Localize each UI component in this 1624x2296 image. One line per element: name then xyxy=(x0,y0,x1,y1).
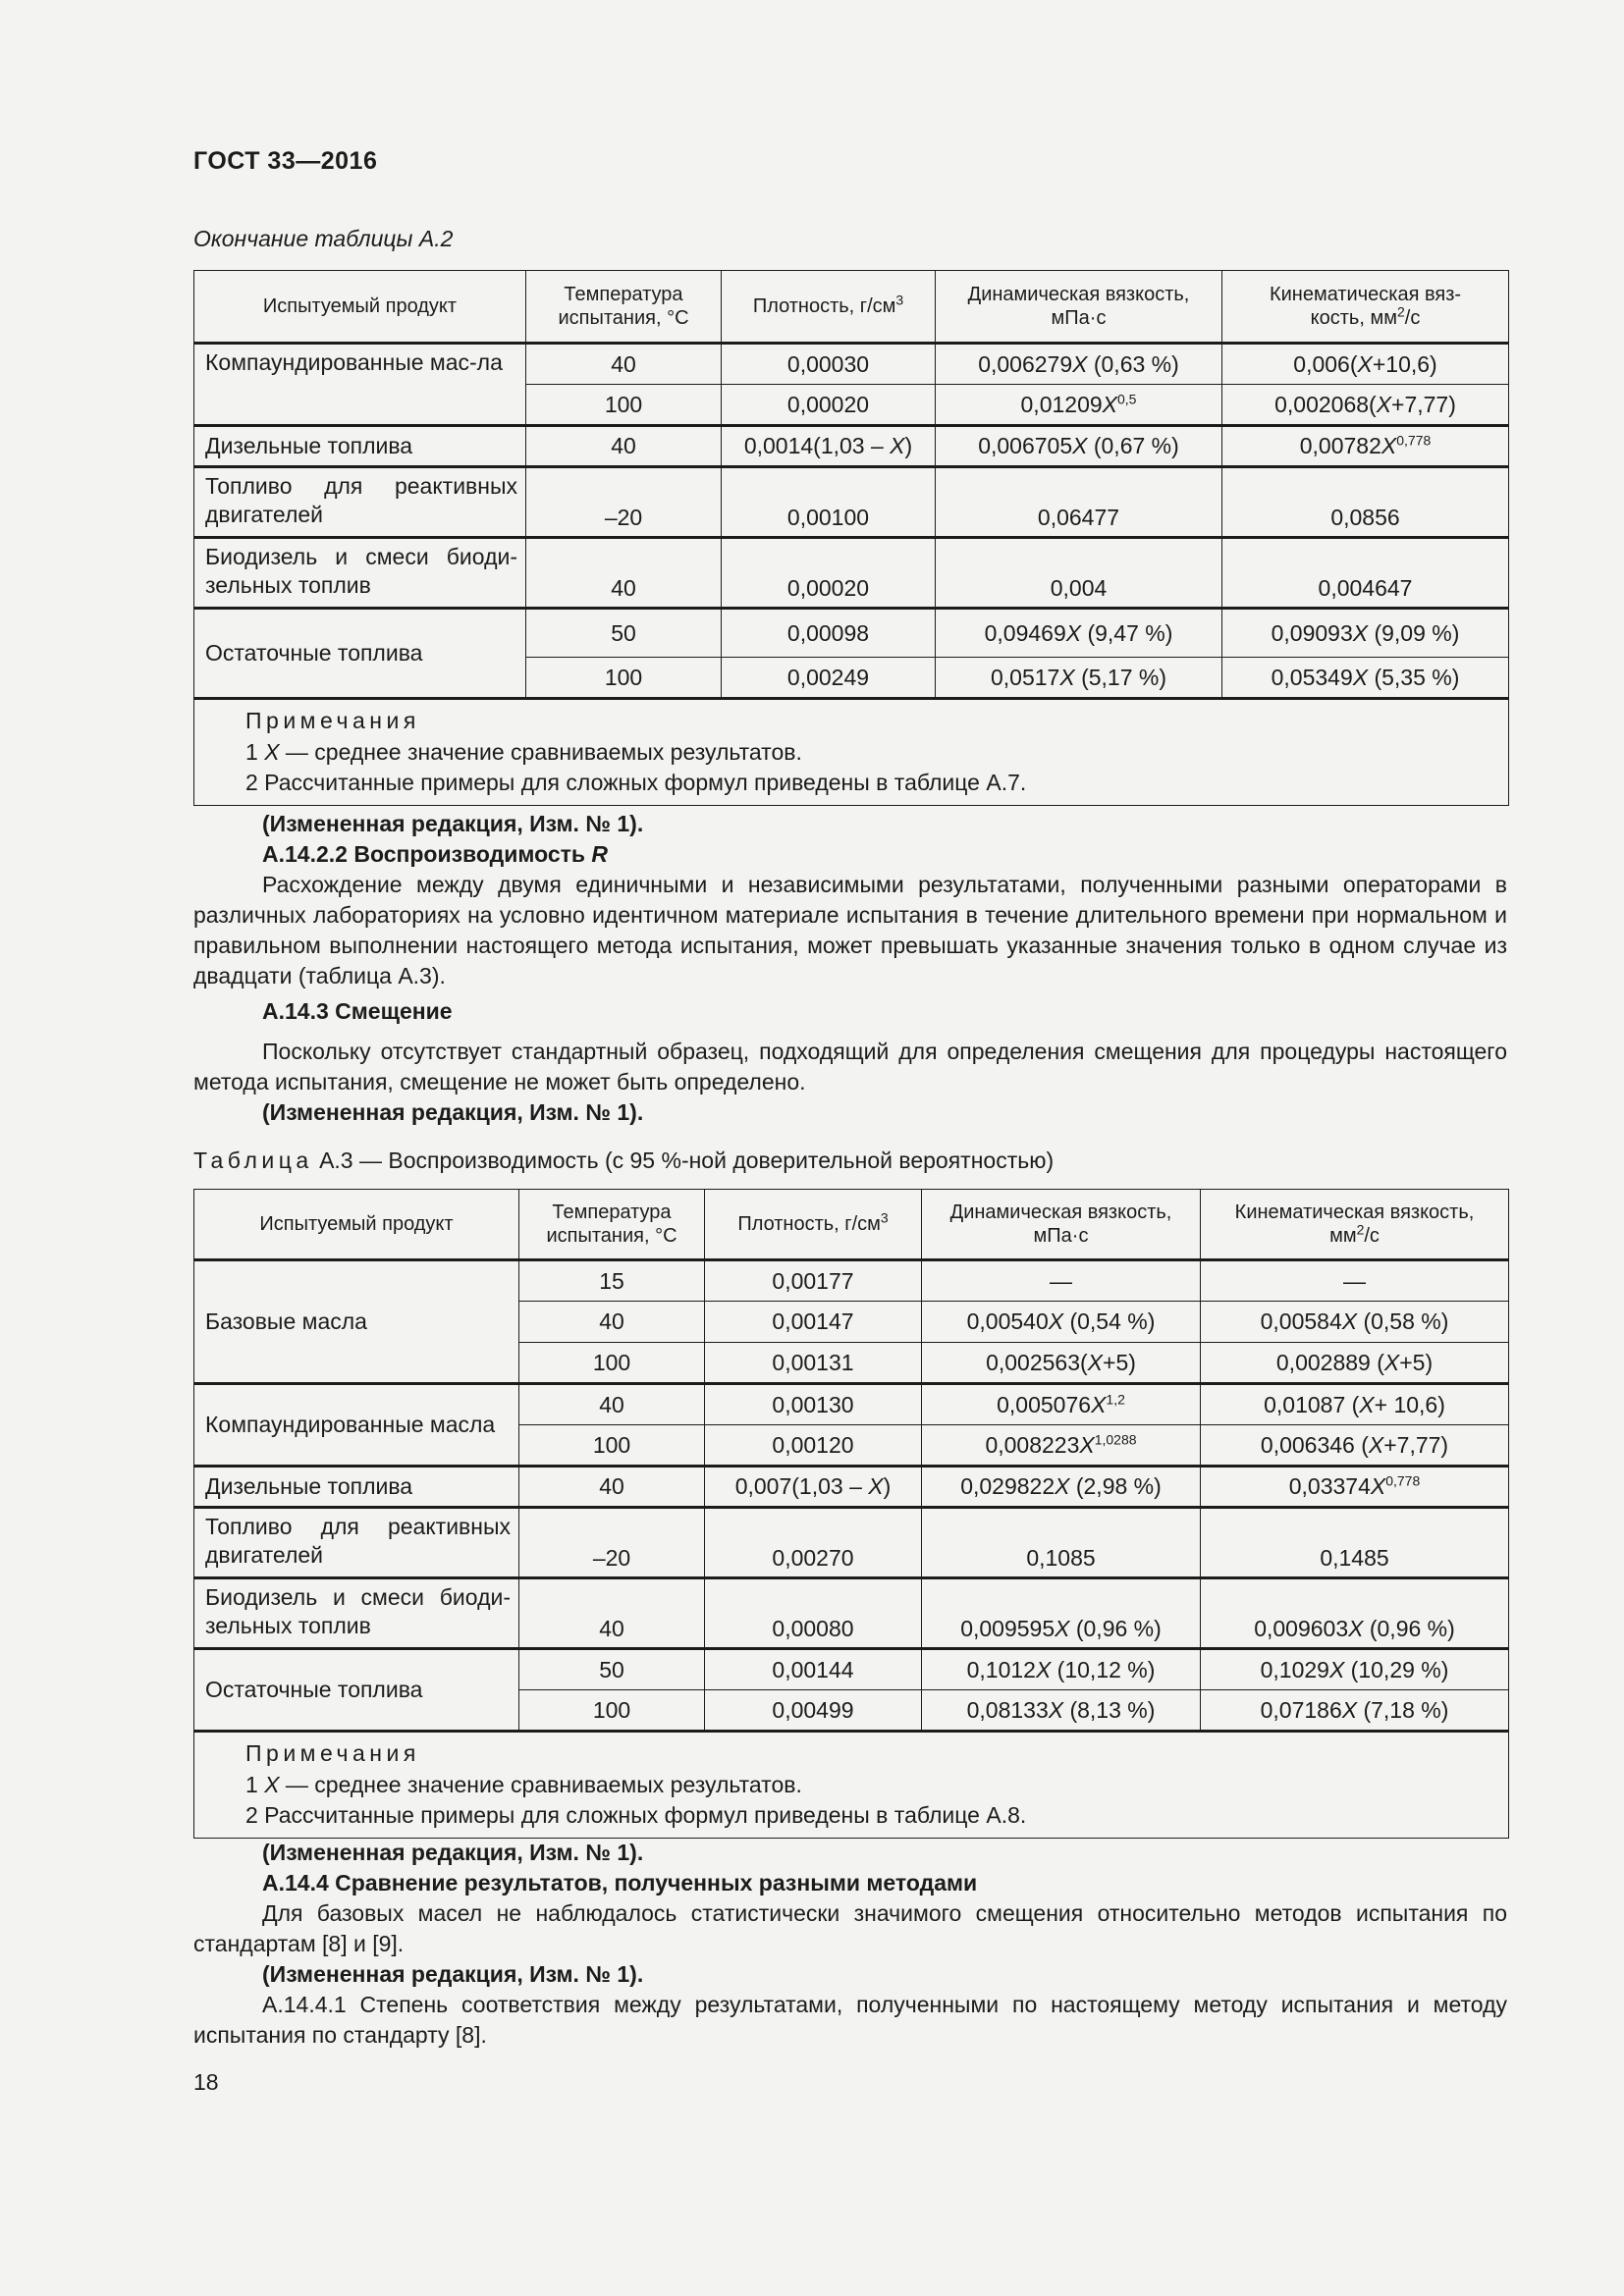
cell-kinematic-viscosity: 0,0856 xyxy=(1222,467,1509,538)
cell-dynamic-viscosity: 0,00540X (0,54 %) xyxy=(922,1302,1201,1343)
table-row xyxy=(194,1578,1509,1649)
table-a2-caption: Окончание таблицы А.2 xyxy=(193,226,454,251)
paragraph: Расхождение между двумя единичными и независимыми результатами, полученными разными операторами в различных лабораториях на условно идентичном материале испытания в течение длительного времени при нормальном и правильном выполнении настоящего метода испытания, может превышать указанные значения только в одном случае из двадцати (таблица А.3). xyxy=(193,872,1507,988)
cell-density: 0,00130 xyxy=(705,1384,922,1425)
cell-density: 0,00020 xyxy=(722,385,936,426)
table-row xyxy=(194,1508,1509,1578)
table-row xyxy=(194,1649,1509,1690)
paragraph: Поскольку отсутствует стандартный образец, подходящий для определения смещения для процедуры настоящего метода испытания, смещение не может быть определено. xyxy=(193,1039,1507,1095)
cell-kinematic-viscosity: — xyxy=(1201,1260,1509,1302)
cell-density: 0,00030 xyxy=(722,344,936,385)
cell-kinematic-viscosity: 0,01087 (X+ 10,6) xyxy=(1201,1384,1509,1425)
cell-density: 0,00131 xyxy=(705,1343,922,1384)
col-header-temperature: Температура испытания, °С xyxy=(526,271,722,344)
cell-kinematic-viscosity: 0,002068(X+7,77) xyxy=(1222,385,1509,426)
cell-temperature: –20 xyxy=(526,467,722,538)
table-a2-header-row xyxy=(194,271,1509,344)
cell-dynamic-viscosity: $0,01209X^{0,5}$ xyxy=(936,385,1222,426)
cell-temperature: 100 xyxy=(526,658,722,699)
cell-kinematic-viscosity: $0,00782X^{0,778}$ xyxy=(1222,426,1509,467)
cell-product: Компаундированные мас-ла xyxy=(194,344,526,426)
cell-kinematic-viscosity: 0,006(X+10,6) xyxy=(1222,344,1509,385)
notes-title: Примечания xyxy=(245,708,420,733)
paragraph: Для базовых масел не наблюдалось статистически значимого смещения относительно методов испытания по стандартам [8] и [9]. xyxy=(193,1900,1507,1956)
cell-temperature: 40 xyxy=(519,1467,705,1508)
section-reproducibility xyxy=(193,809,1507,991)
cell-dynamic-viscosity: — xyxy=(922,1260,1201,1302)
table-row xyxy=(194,426,1509,467)
cell-density: 0,00499 xyxy=(705,1690,922,1732)
cell-density: 0,00147 xyxy=(705,1302,922,1343)
section-heading: А.14.4 Сравнение результатов, полученных разными методами xyxy=(262,1870,978,1896)
cell-density: 0,00249 xyxy=(722,658,936,699)
cell-dynamic-viscosity: 0,0517X (5,17 %) xyxy=(936,658,1222,699)
cell-dynamic-viscosity: 0,006705X (0,67 %) xyxy=(936,426,1222,467)
cell-dynamic-viscosity: 0,006279X (0,63 %) xyxy=(936,344,1222,385)
note-1: 1 X — среднее значение сравниваемых результатов. xyxy=(245,1771,802,1797)
cell-dynamic-viscosity: $0,008223X^{1,0288}$ xyxy=(922,1425,1201,1467)
col-header-density: Плотность, $г/см^3$ xyxy=(722,271,936,344)
cell-density: 0,00120 xyxy=(705,1425,922,1467)
cell-kinematic-viscosity: 0,1029X (10,29 %) xyxy=(1201,1649,1509,1690)
cell-kinematic-viscosity: 0,006346 (X+7,77) xyxy=(1201,1425,1509,1467)
cell-dynamic-viscosity: 0,1085 xyxy=(922,1508,1201,1578)
table-a2-notes xyxy=(194,699,1509,806)
cell-product: Биодизель и смеси биоди-зельных топлив xyxy=(194,1578,519,1649)
col-header-dynamic-viscosity: Динамическая вязкость, мПа·с xyxy=(922,1190,1201,1260)
cell-product: Базовые масла xyxy=(194,1260,519,1384)
cell-temperature: 50 xyxy=(519,1649,705,1690)
cell-temperature: 100 xyxy=(519,1343,705,1384)
section-method-comparison xyxy=(193,1838,1507,2051)
cell-product: Биодизель и смеси биоди-зельных топлив xyxy=(194,538,526,609)
cell-density: 0,00177 xyxy=(705,1260,922,1302)
cell-dynamic-viscosity: 0,09469X (9,47 %) xyxy=(936,609,1222,658)
document-header: ГОСТ 33—2016 xyxy=(193,147,378,175)
col-header-product: Испытуемый продукт xyxy=(194,1190,519,1260)
page-number: 18 xyxy=(193,2069,219,2095)
cell-temperature: 40 xyxy=(519,1302,705,1343)
cell-kinematic-viscosity: $0,03374X^{0,778}$ xyxy=(1201,1467,1509,1508)
paragraph: А.14.4.1 Степень соответствия между результатами, полученными по настоящему методу испытания и методу испытания по стандарту [8]. xyxy=(193,1992,1507,2048)
section-heading: А.14.3 Смещение xyxy=(262,998,453,1024)
cell-density: 0,00020 xyxy=(722,538,936,609)
cell-temperature: 40 xyxy=(526,538,722,609)
amendment-note: (Измененная редакция, Изм. № 1). xyxy=(262,1961,644,1987)
cell-temperature: 100 xyxy=(526,385,722,426)
cell-product: Компаундированные масла xyxy=(194,1384,519,1467)
cell-kinematic-viscosity: 0,009603X (0,96 %) xyxy=(1201,1578,1509,1649)
cell-product: Дизельные топлива xyxy=(194,426,526,467)
col-header-kinematic-viscosity: Кинематическая вязкость, $мм^2/с$ xyxy=(1201,1190,1509,1260)
cell-product: Дизельные топлива xyxy=(194,1467,519,1508)
note-2: 2 Рассчитанные примеры для сложных формул приведены в таблице А.8. xyxy=(245,1802,1027,1828)
amendment-note: (Измененная редакция, Изм. № 1). xyxy=(262,1840,644,1865)
cell-temperature: 40 xyxy=(526,344,722,385)
table-a3 xyxy=(193,1189,1509,1839)
cell-density: 0,00080 xyxy=(705,1578,922,1649)
table-a3-header-row xyxy=(194,1190,1509,1260)
cell-dynamic-viscosity: 0,004 xyxy=(936,538,1222,609)
table-row xyxy=(194,538,1509,609)
cell-dynamic-viscosity: 0,009595X (0,96 %) xyxy=(922,1578,1201,1649)
cell-density: 0,00100 xyxy=(722,467,936,538)
table-row xyxy=(194,609,1509,658)
table-row xyxy=(194,1467,1509,1508)
cell-temperature: 100 xyxy=(519,1425,705,1467)
cell-product: Топливо для реактивных двигателей xyxy=(194,1508,519,1578)
cell-product: Остаточные топлива xyxy=(194,1649,519,1732)
col-header-kinematic-viscosity: Кинематическая вяз- кость, $мм^2/с$ xyxy=(1222,271,1509,344)
section-bias xyxy=(193,996,1507,1128)
cell-density: 0,0014(1,03 – X) xyxy=(722,426,936,467)
cell-dynamic-viscosity: 0,08133X (8,13 %) xyxy=(922,1690,1201,1732)
cell-kinematic-viscosity: 0,00584X (0,58 %) xyxy=(1201,1302,1509,1343)
col-header-density: Плотность, $г/см^3$ xyxy=(705,1190,922,1260)
cell-kinematic-viscosity: 0,05349X (5,35 %) xyxy=(1222,658,1509,699)
table-row xyxy=(194,1384,1509,1425)
cell-temperature: 40 xyxy=(519,1578,705,1649)
table-a3-caption: Таблица А.3 — Воспроизводимость (с 95 %-ной доверительной вероятностью) xyxy=(193,1148,1055,1173)
table-row xyxy=(194,1260,1509,1302)
cell-dynamic-viscosity: 0,002563(X+5) xyxy=(922,1343,1201,1384)
col-header-product: Испытуемый продукт xyxy=(194,271,526,344)
table-a3-notes xyxy=(194,1732,1509,1839)
cell-temperature: –20 xyxy=(519,1508,705,1578)
table-row xyxy=(194,344,1509,385)
cell-density: 0,007(1,03 – X) xyxy=(705,1467,922,1508)
col-header-dynamic-viscosity: Динамическая вязкость, мПа·с xyxy=(936,271,1222,344)
table-row xyxy=(194,467,1509,538)
section-heading: А.14.2.2 Воспроизводимость R xyxy=(262,841,609,867)
amendment-note: (Измененная редакция, Изм. № 1). xyxy=(262,1099,644,1125)
cell-kinematic-viscosity: 0,1485 xyxy=(1201,1508,1509,1578)
cell-temperature: 40 xyxy=(519,1384,705,1425)
cell-density: 0,00098 xyxy=(722,609,936,658)
cell-density: 0,00144 xyxy=(705,1649,922,1690)
notes-title: Примечания xyxy=(245,1740,420,1766)
amendment-note: (Измененная редакция, Изм. № 1). xyxy=(262,811,644,836)
cell-dynamic-viscosity: 0,1012X (10,12 %) xyxy=(922,1649,1201,1690)
cell-kinematic-viscosity: 0,09093X (9,09 %) xyxy=(1222,609,1509,658)
note-1: 1 X — среднее значение сравниваемых результатов. xyxy=(245,738,802,765)
cell-kinematic-viscosity: 0,002889 (X+5) xyxy=(1201,1343,1509,1384)
col-header-temperature: Температура испытания, °С xyxy=(519,1190,705,1260)
cell-product: Топливо для реактивных двигателей xyxy=(194,467,526,538)
cell-dynamic-viscosity: 0,06477 xyxy=(936,467,1222,538)
cell-dynamic-viscosity: $0,005076X^{1,2}$ xyxy=(922,1384,1201,1425)
note-2: 2 Рассчитанные примеры для сложных формул приведены в таблице А.7. xyxy=(245,770,1027,795)
cell-temperature: 100 xyxy=(519,1690,705,1732)
cell-dynamic-viscosity: 0,029822X (2,98 %) xyxy=(922,1467,1201,1508)
table-a2 xyxy=(193,270,1509,806)
cell-density: 0,00270 xyxy=(705,1508,922,1578)
cell-temperature: 50 xyxy=(526,609,722,658)
cell-temperature: 15 xyxy=(519,1260,705,1302)
cell-kinematic-viscosity: 0,004647 xyxy=(1222,538,1509,609)
cell-product: Остаточные топлива xyxy=(194,609,526,699)
cell-temperature: 40 xyxy=(526,426,722,467)
cell-kinematic-viscosity: 0,07186X (7,18 %) xyxy=(1201,1690,1509,1732)
